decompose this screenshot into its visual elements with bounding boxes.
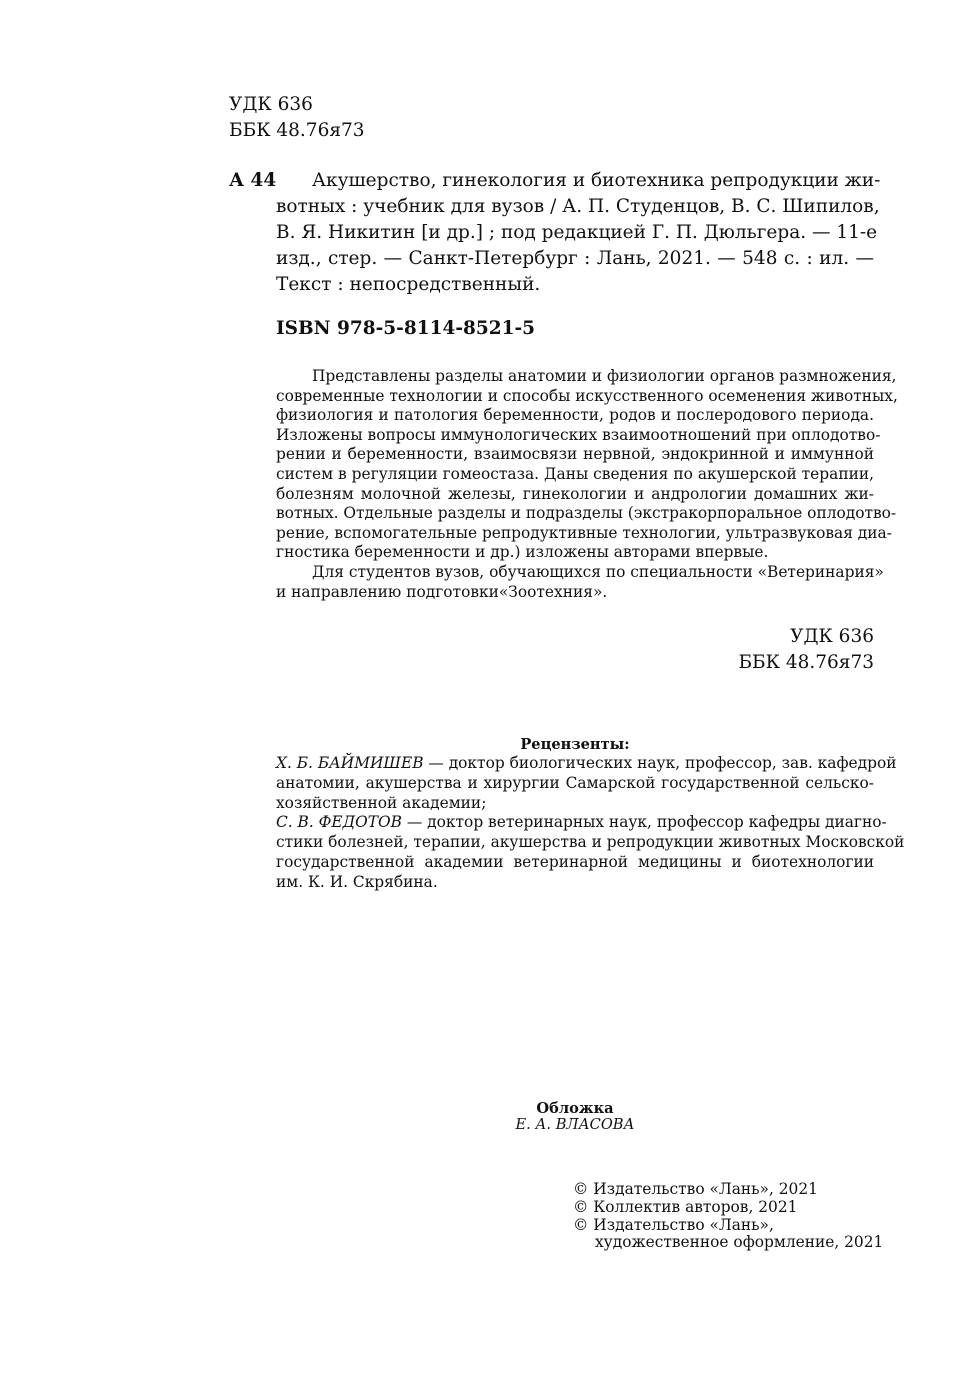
bbk-code: ББК 48.76я73 bbox=[229, 120, 365, 141]
reviewers-heading: Рецензенты: bbox=[520, 736, 630, 753]
copyright-line: © Издательство «Лань», 2021 bbox=[573, 1180, 818, 1198]
annotation-line: рении и беременности, взаимосвязи нервной, эндокринной и иммунной bbox=[276, 445, 874, 464]
annotation-line: Изложены вопросы иммунологических взаимоотношений при оплодотво- bbox=[276, 425, 881, 444]
annotation-line: систем в регуляции гомеостаза. Даны сведения по акушерской терапии, bbox=[276, 464, 874, 483]
reviewer-line: Х. Б. БАЙМИШЕВ — доктор биологических наук, профессор, зав. кафедрой bbox=[276, 754, 897, 772]
biblio-line: Акушерство, гинекология и биотехника репродукции жи- bbox=[312, 170, 881, 191]
annotation-line: Представлены разделы анатомии и физиологии органов размножения, bbox=[312, 367, 897, 385]
udk-block-right bbox=[738, 624, 874, 676]
copyright-line: © Коллектив авторов, 2021 bbox=[573, 1197, 798, 1216]
annotation-line: гностика беременности и др.) изложены авторами впервые. bbox=[276, 543, 769, 562]
copyright-line: © Издательство «Лань», bbox=[573, 1215, 774, 1234]
udk-block-top bbox=[229, 92, 365, 144]
reviewer-name: Х. Б. БАЙМИШЕВ bbox=[276, 754, 424, 772]
copyright-line: художественное оформление, 2021 bbox=[595, 1233, 884, 1252]
author-mark: А 44 bbox=[229, 170, 277, 191]
udk-code: УДК 636 bbox=[790, 626, 874, 647]
reviewer-line: стики болезней, терапии, акушерства и репродукции животных Московской bbox=[276, 833, 905, 852]
bibliographic-record bbox=[276, 168, 881, 298]
cover-designer: Е. А. ВЛАСОВА bbox=[515, 1116, 635, 1133]
reviewer-line: государственной академии ветеринарной медицины и биотехнологии bbox=[276, 852, 874, 871]
reviewer-name: С. В. ФЕДОТОВ bbox=[276, 813, 402, 832]
reviewer-line: хозяйственной академии; bbox=[276, 793, 487, 812]
annotation-line: болезням молочной железы, гинекологии и андрологии домашних жи- bbox=[276, 484, 874, 503]
annotation-line: и направлению подготовки«Зоотехния». bbox=[276, 582, 608, 601]
bbk-code: ББК 48.76я73 bbox=[738, 652, 874, 673]
reviewers-list bbox=[276, 754, 905, 893]
reviewer-line: им. К. И. Скрябина. bbox=[276, 872, 438, 891]
annotation bbox=[276, 367, 898, 602]
reviewer-line: С. В. ФЕДОТОВ — доктор ветеринарных наук, профессор кафедры диагно- bbox=[276, 813, 887, 832]
reviewer-line: анатомии, акушерства и хирургии Самарской государственной сельско- bbox=[276, 773, 874, 792]
biblio-line: изд., стер. — Санкт-Петербург : Лань, 2021. — 548 с. : ил. — bbox=[276, 248, 874, 269]
annotation-line: рение, вспомогательные репродуктивные технологии, ультразвуковая диа- bbox=[276, 523, 892, 542]
biblio-line: Текст : непосредственный. bbox=[276, 274, 541, 295]
annotation-line: современные технологии и способы искусственного осеменения животных, bbox=[276, 386, 898, 405]
biblio-line: В. Я. Никитин [и др.] ; под редакцией Г. П. Дюльгера. — 11-е bbox=[276, 222, 878, 243]
annotation-line: Для студентов вузов, обучающихся по специальности «Ветеринария» bbox=[312, 562, 884, 581]
udk-code: УДК 636 bbox=[229, 94, 313, 115]
isbn: ISBN 978-5-8114-8521-5 bbox=[276, 318, 536, 339]
cover-heading: Обложка bbox=[536, 1100, 614, 1117]
annotation-line: вотных. Отдельные разделы и подразделы (экстракорпоральное оплодотво- bbox=[276, 504, 897, 523]
annotation-line: физиология и патология беременности, родов и послеродового периода. bbox=[276, 406, 874, 425]
biblio-line: вотных : учебник для вузов / А. П. Студенцов, В. С. Шипилов, bbox=[276, 196, 880, 217]
copyright-block bbox=[573, 1181, 883, 1252]
